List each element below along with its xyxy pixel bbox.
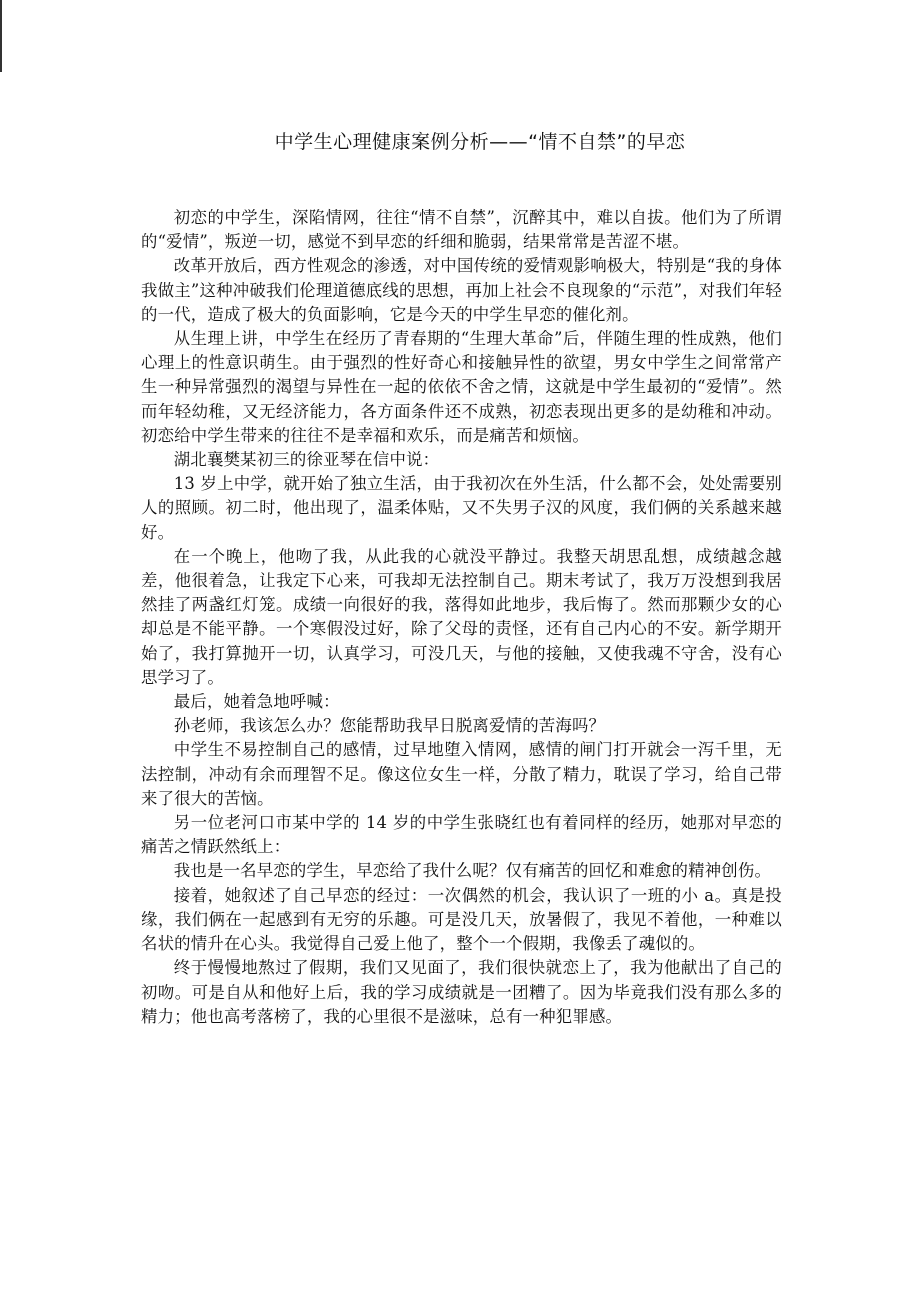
paragraph: 在一个晚上，他吻了我，从此我的心就没平静过。我整天胡思乱想，成绩越念越差，他很着急，让我定下心来，可我却无法控制自己。期末考试了，我万万没想到我居然挂了两盏红灯笼。成绩一向很好的我，落得如此地步，我后悔了。然而那颗少女的心却总是不能平静。一个寒假没过好，除了父母的责怪，还有自己内心的不安。新学期开始了，我打算抛开一切，认真学习，可没几天，与他的接触，又使我魂不守舍，没有心思学习了。: [141, 546, 782, 687]
page-title: 中学生心理健康案例分析——“情不自禁”的早恋: [274, 131, 686, 153]
paragraph: 湖北襄樊某初三的徐亚琴在信中说：: [173, 450, 440, 470]
paragraph: 中学生不易控制自己的感情，过早地堕入情网，感情的闸门打开就会一泻千里，无法控制，冲动有余而理智不足。像这位女生一样，分散了精力，耽误了学习，给自己带来了很大的苦恼。: [141, 740, 782, 808]
paragraph: 13 岁上中学，就开始了独立生活，由于我初次在外生活，什么都不会，处处需要别人的照顾。初二时，他出现了，温柔体贴，又不失男子汉的风度，我们俩的关系越来越好。: [141, 474, 782, 542]
paragraph: 终于慢慢地熬过了假期，我们又见面了，我们很快就恋上了，我为他献出了自己的初吻。可是自从和他好上后，我的学习成绩就是一团糟了。因为毕竟我们没有那么多的精力；他也高考落榜了，我的心里很不是滋味，总有一种犯罪感。: [141, 958, 782, 1026]
page-margin-mark: [0, 0, 2, 72]
paragraph: 我也是一名早恋的学生，早恋给了我什么呢？仅有痛苦的回忆和难愈的精神创伤。: [173, 861, 772, 881]
paragraph: 初恋的中学生，深陷情网，往往“情不自禁”，沉醉其中，难以自拔。他们为了所谓的“爱情”，叛逆一切，感觉不到早恋的纤细和脆弱，结果常常是苦涩不堪。: [141, 208, 782, 252]
paragraph: 改革开放后，西方性观念的渗透，对中国传统的爱情观影响极大，特别是“我的身体我做主”这种冲破我们伦理道德底线的思想，再加上社会不良现象的“示范”，对我们年轻的一代，造成了极大的负面影响，它是今天的中学生早恋的催化剂。: [141, 256, 782, 324]
paragraph: 另一位老河口市某中学的 14 岁的中学生张晓红也有着同样的经历，她那对早恋的痛苦之情跃然纸上：: [141, 813, 782, 857]
paragraph: 从生理上讲，中学生在经历了青春期的“生理大革命”后，伴随生理的性成熟，他们心理上的性意识萌生。由于强烈的性好奇心和接触异性的欲望，男女中学生之间常常产生一种异常强烈的渴望与异性在一起的依依不舍之情，这就是中学生最初的“爱情”。然而年轻幼稚，又无经济能力，各方面条件还不成熟，初恋表现出更多的是幼稚和冲动。初恋给中学生带来的往往不是幸福和欢乐，而是痛苦和烦恼。: [141, 329, 782, 445]
paragraph: 接着，她叙述了自己早恋的经过：一次偶然的机会，我认识了一班的小 a。真是投缘，我们俩在一起感到有无穷的乐趣。可是没几天，放暑假了，我见不着他，一种难以名状的情升在心头。我觉得自己爱上他了，整个一个假期，我像丢了魂似的。: [141, 885, 782, 954]
paragraph: 孙老师，我该怎么办？您能帮助我早日脱离爱情的苦海吗？: [173, 716, 606, 736]
article-body: [141, 206, 782, 1029]
paragraph: 最后，她着急地呼喊：: [173, 692, 340, 712]
